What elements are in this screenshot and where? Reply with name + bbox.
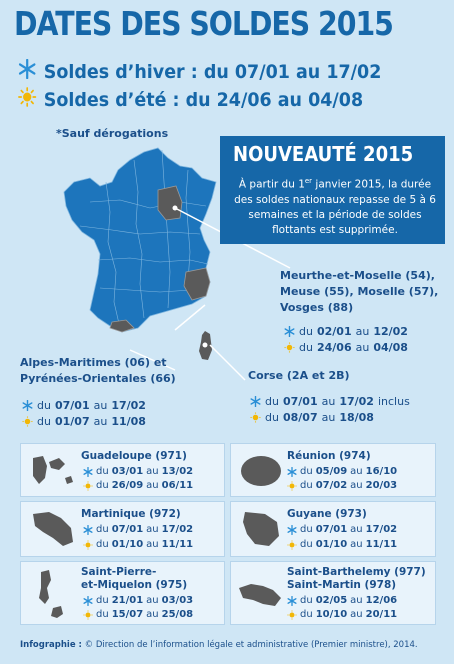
derogations-note: *Sauf dérogations — [56, 127, 169, 140]
spm-box — [20, 561, 225, 625]
guadeloupe-box — [20, 443, 225, 497]
reunion-name: Réunion (974) — [287, 450, 371, 462]
guyane-ete: du 01/10 au 11/11 — [287, 539, 397, 550]
guadeloupe-ete: du 26/09 au 06/11 — [83, 480, 193, 491]
guyane-box — [230, 501, 436, 557]
meurthe-label: Meurthe-et-Moselle (54), Meuse (55), Moselle (57), Vosges (88) — [280, 269, 439, 314]
guadeloupe-name: Guadeloupe (971) — [81, 450, 187, 462]
alpes-label: Alpes-Maritimes (06) et Pyrénées-Orientales (66) — [20, 356, 176, 385]
reunion-hiver: du 05/09 au 16/10 — [287, 466, 397, 477]
martinique-hiver: du 07/01 au 17/02 — [83, 524, 193, 535]
spm-ete: du 15/07 au 25/08 — [83, 609, 193, 620]
sbm-name: Saint-Barthelemy (977) Saint-Martin (978) — [287, 566, 426, 591]
alpes-ete: du 01/07 au 11/08 — [22, 414, 146, 429]
sun-icon — [83, 481, 93, 491]
sun-icon — [287, 540, 297, 550]
martinique-ete: du 01/10 au 11/11 — [83, 539, 193, 550]
spm-name: Saint-Pierre- et-Miquelon (975) — [81, 566, 188, 591]
sbm-map — [235, 574, 287, 614]
sun-icon — [287, 610, 297, 620]
snowflake-icon — [287, 525, 297, 535]
sbm-hiver: du 02/05 au 12/06 — [287, 595, 397, 606]
sun-icon — [22, 416, 33, 427]
guyane-name: Guyane (973) — [287, 508, 367, 520]
page-title: DATES DES SOLDES 2015 — [14, 4, 393, 43]
guyane-hiver: du 07/01 au 17/02 — [287, 524, 397, 535]
snowflake-icon — [284, 326, 295, 337]
sun-icon — [83, 540, 93, 550]
corse-hiver: du 07/01 au 17/02 inclus — [250, 394, 410, 409]
guadeloupe-map — [29, 452, 77, 490]
martinique-name: Martinique (972) — [81, 508, 181, 520]
martinique-box — [20, 501, 225, 557]
martinique-map — [27, 508, 79, 550]
sbm-box — [230, 561, 436, 625]
guadeloupe-hiver: du 03/01 au 13/02 — [83, 466, 193, 477]
snowflake-icon — [287, 467, 297, 477]
snowflake-icon — [83, 467, 93, 477]
meurthe-hiver: du 02/01 au 12/02 — [284, 324, 408, 339]
reunion-map — [237, 452, 285, 490]
spm-hiver: du 21/01 au 03/03 — [83, 595, 193, 606]
nouveaute-text: À partir du 1er janvier 2015, la durée des soldes nationaux repasse de 5 à 6 semaines et la période de soldes flottants est supprimée. — [234, 177, 436, 236]
corse-ete: du 08/07 au 18/08 — [250, 410, 374, 425]
sun-icon — [287, 481, 297, 491]
soldes-ete-text: Soldes d’été : du 24/06 au 04/08 — [43, 88, 364, 111]
snowflake-icon — [83, 525, 93, 535]
footer-credit: Infographie : © Direction de l’information légale et administrative (Premier ministre), 2014. — [20, 640, 418, 650]
corse-label: Corse (2A et 2B) — [248, 369, 350, 382]
reunion-box — [230, 443, 436, 497]
snowflake-icon — [22, 400, 33, 411]
guyane-map — [237, 508, 285, 550]
nouveaute-title: NOUVEAUTÉ 2015 — [233, 142, 414, 166]
spm-map — [31, 568, 71, 620]
alpes-hiver: du 07/01 au 17/02 — [22, 398, 146, 413]
sbm-ete: du 10/10 au 20/11 — [287, 609, 397, 620]
sun-icon — [250, 412, 261, 423]
soldes-hiver-text: Soldes d’hiver : du 07/01 au 17/02 — [43, 60, 382, 83]
snowflake-icon — [250, 396, 261, 407]
snowflake-icon — [287, 596, 297, 606]
meurthe-ete: du 24/06 au 04/08 — [284, 340, 408, 355]
sun-icon — [83, 610, 93, 620]
sun-icon — [284, 342, 295, 353]
reunion-ete: du 07/02 au 20/03 — [287, 480, 397, 491]
snowflake-icon — [83, 596, 93, 606]
